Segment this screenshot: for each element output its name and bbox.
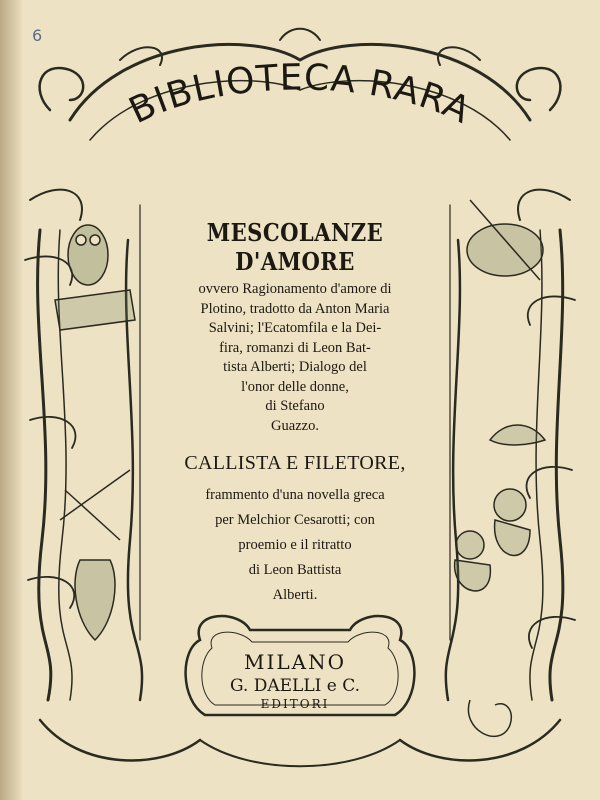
series-title-text: BIBLIOTECA RARA: [123, 57, 477, 133]
cherubs-illustration: [455, 489, 530, 591]
book-title: MESCOLANZE D'AMORE: [206, 218, 384, 276]
imprint-editors: EDITORI: [260, 697, 330, 711]
subtitle-line: l'onor delle donne,: [241, 378, 349, 395]
subtitle-line: fira, romanzi di Leon Bat-: [219, 339, 371, 356]
subtitle-line: di Stefano: [265, 398, 325, 414]
second-line: di Leon Battista: [248, 562, 342, 578]
second-line: frammento d'una novella greca: [205, 487, 385, 503]
corner-number: 6: [32, 26, 43, 45]
second-subtitle: [150, 483, 440, 608]
subtitle-line: Salvini; l'Ecatomfila e la Dei-: [208, 320, 382, 336]
subtitle-line: tista Alberti; Dialogo del: [223, 359, 367, 375]
subtitle: [150, 280, 440, 436]
trophy-illustration: [60, 470, 130, 640]
second-line: Alberti.: [272, 587, 318, 603]
subtitle-line: Plotino, tradotto da Anton Maria: [200, 300, 390, 317]
svg-text:BIBLIOTECA RARA: [123, 57, 477, 132]
series-title: [0, 0, 600, 220]
subtitle-line: Guazzo.: [271, 417, 319, 434]
owl-illustration: [68, 225, 108, 285]
second-line: proemio e il ritratto: [238, 537, 352, 553]
book-illustration: [55, 290, 135, 330]
lyre-illustration: [468, 700, 511, 736]
subtitle-line: ovvero Ragionamento d'amore di: [198, 281, 392, 297]
second-line: per Melchior Cesarotti; con: [215, 512, 375, 528]
title-text-block: [150, 218, 440, 608]
imprint-city: MILANO: [244, 650, 346, 674]
second-title: CALLISTA E FILETORE,: [184, 452, 406, 474]
imprint-publisher: G. DAELLI e C.: [229, 676, 361, 696]
imprint: [200, 650, 390, 711]
